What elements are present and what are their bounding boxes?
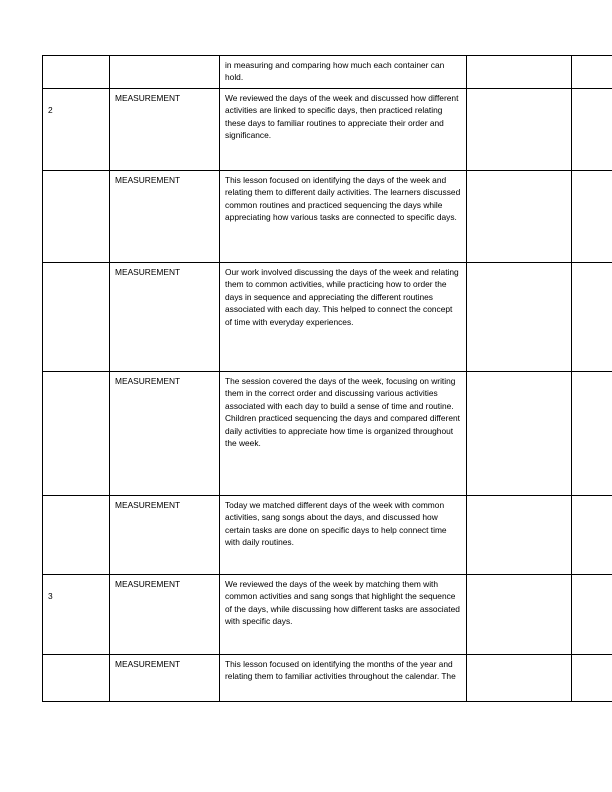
week-cell [43, 655, 110, 702]
strand-cell: MEASUREMENT [110, 655, 220, 702]
lesson-notes-cell: Our work involved discussing the days of the week and relating them to common activities, while practicing how to order the days in sequence and appreciating the different routines associated with each day. This helped to connect the concept of time with everyday experiences. [220, 263, 467, 372]
lesson-notes-cell: This lesson focused on identifying the days of the week and relating them to different daily activities. The learners discussed common routines and practiced sequencing the days while appreciating how various tasks are connected to specific days. [220, 171, 467, 263]
empty-cell [467, 655, 572, 702]
strand-cell [110, 56, 220, 89]
lesson-notes-cell: Today we matched different days of the week with common activities, sang songs about the days, and discussed how certain tasks are done on specific days to help connect time with daily routines. [220, 496, 467, 575]
strand-cell: MEASUREMENT [110, 372, 220, 496]
empty-cell [572, 575, 612, 655]
empty-cell [467, 263, 572, 372]
lesson-notes-cell: We reviewed the days of the week by matching them with common activities and sang songs that highlight the sequence of the days, while discussing how different tasks are associated with specific days. [220, 575, 467, 655]
empty-cell [572, 496, 612, 575]
week-cell [43, 575, 110, 655]
empty-cell [572, 372, 612, 496]
lesson-notes-cell: The session covered the days of the week, focusing on writing them in the correct order and discussing various activities associated with each day to build a sense of time and routine. Children practiced sequencing the days and compared different daily activities to appreciate how time is organized throughout the week. [220, 372, 467, 496]
lesson-notes-cell: This lesson focused on identifying the months of the year and relating them to familiar activities throughout the calendar. The [220, 655, 467, 702]
table-row [43, 263, 612, 372]
week-number: 2 [48, 105, 53, 115]
week-cell [43, 89, 110, 171]
empty-cell [467, 372, 572, 496]
strand-cell: MEASUREMENT [110, 171, 220, 263]
table-row [43, 56, 612, 89]
empty-cell [467, 56, 572, 89]
week-cell [43, 56, 110, 89]
empty-cell [572, 89, 612, 171]
lesson-notes-cell: We reviewed the days of the week and discussed how different activities are linked to specific days, then practiced relating these days to familiar routines to appreciate their order and significance. [220, 89, 467, 171]
empty-cell [572, 655, 612, 702]
table-row [43, 89, 612, 171]
lesson-records-table [42, 55, 612, 702]
strand-cell: MEASUREMENT [110, 575, 220, 655]
table-row [43, 372, 612, 496]
week-cell [43, 263, 110, 372]
week-cell [43, 171, 110, 263]
week-number: 3 [48, 591, 53, 601]
table-row [43, 655, 612, 702]
strand-cell: MEASUREMENT [110, 89, 220, 171]
week-cell [43, 372, 110, 496]
empty-cell [572, 263, 612, 372]
empty-cell [572, 56, 612, 89]
strand-cell: MEASUREMENT [110, 263, 220, 372]
empty-cell [467, 575, 572, 655]
table-row [43, 575, 612, 655]
lesson-notes-cell: in measuring and comparing how much each container can hold. [220, 56, 467, 89]
strand-cell: MEASUREMENT [110, 496, 220, 575]
table-row [43, 171, 612, 263]
empty-cell [467, 171, 572, 263]
empty-cell [467, 496, 572, 575]
week-cell [43, 496, 110, 575]
table-row [43, 496, 612, 575]
empty-cell [467, 89, 572, 171]
empty-cell [572, 171, 612, 263]
